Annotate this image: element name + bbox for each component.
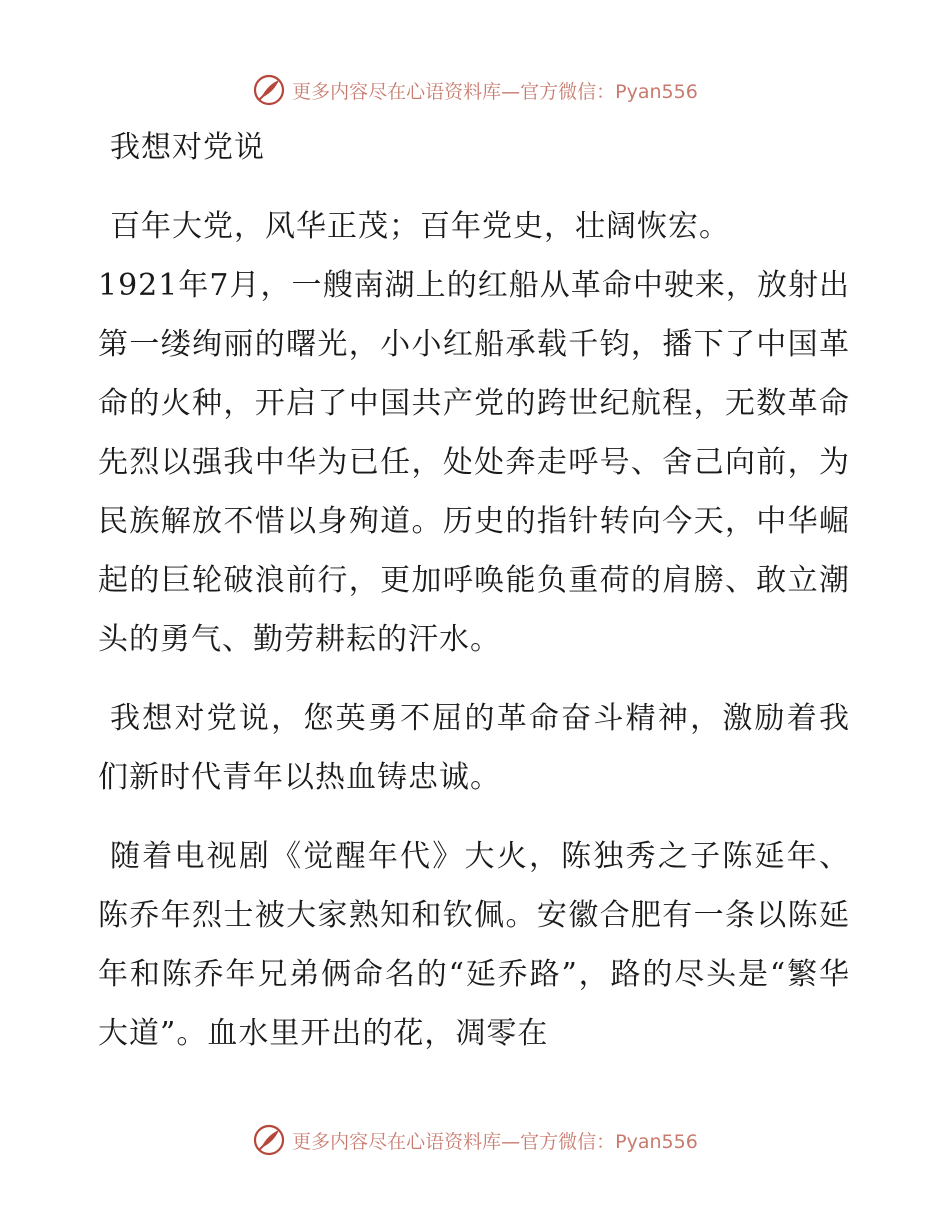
footer-banner[interactable] [0,1120,950,1160]
feather-pen-logo-icon [252,1123,286,1157]
paragraph-1: 百年大党，风华正茂；百年党史，壮阔恢宏。 [110,209,730,244]
banner-text[interactable]: 更多内容尽在心语资料库—官方微信：Pyan556 [292,1130,698,1153]
feather-pen-logo-icon [252,73,286,107]
banner-text[interactable]: 更多内容尽在心语资料库—官方微信：Pyan556 [292,80,698,103]
header-banner[interactable] [0,70,950,110]
paragraph-3: 我想对党说，您英勇不屈的革命奋斗精神，激励着我们新时代青年以热血铸忠诚。 [98,701,850,795]
document-body [98,118,850,1063]
paragraph-2: 1921年7月，一艘南湖上的红船从革命中驶来，放射出第一缕绚丽的曙光，小小红船承载千钧，播下了中国革命的火种，开启了中国共产党的跨世纪航程，无数革命先烈以强我中华为已任，处处奔走呼号、舍己向前，为民族解放不惜以身殉道。历史的指针转向今天，中华崛起的巨轮破浪前行，更加呼唤能负重荷的肩膀、敢立潮头的勇气、勤劳耕耘的汗水。 [98,268,850,657]
paragraph-4: 随着电视剧《觉醒年代》大火，陈独秀之子陈延年、陈乔年烈士被大家熟知和钦佩。安徽合肥有一条以陈延年和陈乔年兄弟俩命名的“延乔路”，路的尽头是“繁华大道”。血水里开出的花，凋零在 [98,839,850,1051]
document-title: 我想对党说 [110,130,265,165]
